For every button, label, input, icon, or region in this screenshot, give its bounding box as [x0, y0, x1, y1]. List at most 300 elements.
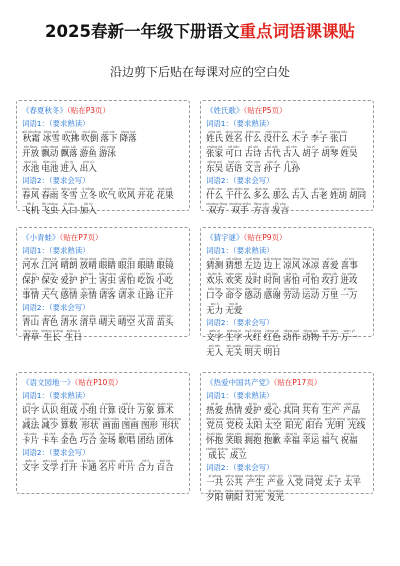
- hanzi: 让开: [156, 291, 174, 301]
- pinyin: tuán tǐ: [159, 432, 171, 436]
- vocab-word: [137, 432, 154, 446]
- vocab-word: [160, 417, 181, 431]
- hanzi: 苗头: [156, 318, 174, 328]
- hanzi: 出入: [79, 164, 97, 174]
- pinyin: wú guān: [226, 344, 242, 348]
- pinyin: yǎn jing: [100, 257, 115, 261]
- pinyin: jìn gōng: [342, 272, 356, 276]
- pinyin: qīng sè: [43, 314, 56, 318]
- hanzi: 清水: [60, 318, 78, 328]
- word-row: [206, 447, 369, 461]
- paste-page: （贴在P7页）: [59, 233, 103, 242]
- vocab-word: [225, 432, 242, 446]
- vocab-word: [206, 344, 223, 358]
- pinyin: wén zì: [209, 329, 220, 333]
- vocab-word: [245, 489, 265, 503]
- pinyin: cāi xiǎng: [226, 257, 242, 261]
- hanzi: 害怕: [118, 276, 136, 286]
- hanzi: 眼睛: [137, 261, 155, 271]
- vocab-word: [206, 272, 223, 286]
- vocab-word: [340, 272, 357, 286]
- pinyin: piāo luò: [62, 145, 76, 149]
- hanzi: 水池: [22, 164, 40, 174]
- pinyin: tài píng: [346, 474, 359, 478]
- vocab-word: [60, 272, 77, 286]
- hanzi: 朝阳: [225, 493, 243, 503]
- hanzi: 可口: [225, 149, 243, 159]
- vocab-word: [60, 459, 77, 473]
- vocab-word: [230, 447, 247, 461]
- hanzi: 减法: [22, 421, 40, 431]
- hanzi: 保安: [41, 276, 59, 286]
- pinyin: qīng cǎo: [23, 329, 38, 333]
- pinyin: liáng fēng: [283, 257, 301, 261]
- hanzi: 那么: [272, 191, 290, 201]
- vocab-word: [41, 329, 63, 343]
- card-title: [206, 105, 369, 116]
- vocab-word: [302, 287, 319, 301]
- vocab-word: [41, 314, 58, 328]
- hanzi: 发言: [271, 206, 290, 216]
- hanzi: 姓名: [225, 134, 243, 144]
- vocab-word: [206, 302, 223, 316]
- hanzi: 运动: [302, 291, 320, 301]
- vocab-word: [302, 402, 319, 416]
- pinyin: chī fàn: [140, 272, 152, 276]
- vocab-word: [244, 432, 261, 446]
- hanzi: 木子: [291, 134, 309, 144]
- vocab-word: [344, 474, 361, 488]
- vocab-word: [206, 402, 223, 416]
- vocab-word: [225, 287, 242, 301]
- card-xingshige: [200, 100, 374, 216]
- pinyin: míng piàn: [98, 459, 116, 463]
- vocab-word: [62, 130, 79, 144]
- vocab-word: [22, 257, 39, 271]
- word-row: [206, 130, 369, 144]
- vocab-word: [80, 160, 97, 174]
- hanzi: 喜爱: [321, 261, 339, 271]
- vocab-word: [226, 417, 243, 431]
- section-label: 词语2：（要求会写）: [22, 303, 90, 312]
- hanzi: 减少: [41, 421, 59, 431]
- pinyin: rù dǎng: [288, 474, 302, 478]
- vocab-word: [65, 329, 82, 343]
- hanzi: 形状: [81, 421, 99, 431]
- hanzi: 清早: [79, 318, 97, 328]
- hanzi: 福气: [321, 436, 339, 446]
- pinyin: gǔ shī: [247, 145, 259, 149]
- word-row: [22, 432, 185, 446]
- vocab-word: [286, 474, 303, 488]
- vocab-word: [283, 402, 300, 416]
- word-row: [206, 402, 369, 416]
- pinyin: tài zǐ: [329, 474, 338, 478]
- pinyin: fēi jī: [27, 202, 35, 206]
- pinyin: wú rén: [208, 344, 221, 348]
- pinyin: guāng xiàn: [347, 417, 367, 421]
- pinyin: xìng fú: [285, 432, 298, 436]
- hanzi: 怀抱: [206, 436, 224, 446]
- vocab-word: [272, 202, 289, 216]
- pinyin: dòng zuò: [283, 329, 300, 333]
- vocab-word: [80, 459, 97, 473]
- vocab-word: [80, 417, 101, 431]
- hanzi: 公共: [225, 478, 243, 488]
- vocab-word: [22, 432, 39, 446]
- hanzi: 团结: [137, 436, 155, 446]
- pinyin: qiǎo hé: [81, 432, 95, 436]
- vocab-word: [264, 257, 281, 271]
- vocab-word: [60, 402, 77, 416]
- pinyin: fāng yán: [253, 202, 269, 206]
- pinyin: kǎ piàn: [24, 432, 37, 436]
- hanzi: 卡片: [22, 436, 40, 446]
- word-row: [206, 202, 369, 216]
- pinyin: shēng zhǎng: [41, 329, 63, 333]
- vocab-word: [22, 130, 41, 144]
- hanzi: 什么: [244, 134, 262, 144]
- hanzi: 光线: [348, 421, 366, 431]
- vocab-word: [305, 474, 322, 488]
- vocab-word: [206, 145, 223, 159]
- hanzi: 合力: [137, 463, 155, 473]
- vocab-word: [80, 257, 97, 271]
- hanzi: 巧合: [79, 436, 97, 446]
- pinyin: bǎo ān: [44, 272, 56, 276]
- hanzi: 百合: [156, 463, 174, 473]
- pinyin: shén me: [207, 187, 222, 191]
- hanzi: 古代: [263, 149, 281, 159]
- pinyin: jìn rù: [64, 160, 74, 164]
- hanzi: 万里: [321, 291, 339, 301]
- pinyin: ràng lù: [139, 287, 152, 291]
- pinyin: gòng yǒu: [302, 402, 319, 406]
- pinyin: suàn shù: [61, 417, 77, 421]
- hanzi: 太空: [264, 421, 282, 431]
- card-chunxiaqiudong: [16, 100, 190, 216]
- vocab-word: [283, 287, 300, 301]
- pinyin: xìng yùn: [303, 432, 318, 436]
- vocab-word: [267, 474, 284, 488]
- pinyin: tiān qì: [44, 287, 56, 291]
- vocab-word: [41, 272, 58, 286]
- pinyin: chūn yǔ: [43, 187, 57, 191]
- hanzi: 李子: [310, 134, 328, 144]
- pinyin: qīng shuǐ: [61, 314, 77, 318]
- pinyin: kǎ tōng: [81, 459, 95, 463]
- vocab-word: [264, 344, 281, 358]
- pinyin: kāi huā: [139, 187, 153, 191]
- hanzi: 幸福: [282, 436, 301, 446]
- vocab-word: [245, 417, 262, 431]
- pinyin: rèn shí: [44, 402, 56, 406]
- pinyin: xìng hú: [332, 187, 345, 191]
- vocab-word: [244, 145, 261, 159]
- vocab-word: [156, 272, 173, 286]
- hanzi: 眼睛: [98, 261, 117, 271]
- hanzi: 金色: [60, 436, 78, 446]
- pinyin: tài kōng: [266, 417, 280, 421]
- vocab-word: [206, 187, 223, 201]
- vocab-word: [225, 329, 242, 343]
- pinyin: míng tiān: [244, 344, 262, 348]
- hanzi: 祝福: [340, 436, 358, 446]
- paste-page: （贴在P5页）: [243, 106, 287, 115]
- hanzi: 花果: [156, 191, 174, 201]
- hanzi: 算数: [60, 421, 78, 431]
- vocab-word: [206, 130, 223, 144]
- section-label: 词语1：（要求熟读）: [22, 246, 90, 255]
- pinyin: tú huà: [124, 417, 136, 421]
- vocab-word: [321, 287, 338, 301]
- vocab-word: [302, 272, 319, 286]
- vocab-word: [283, 257, 300, 271]
- pinyin: huǒ hóng: [245, 329, 261, 333]
- hanzi: 攻打: [321, 276, 339, 286]
- hanzi: 让路: [137, 291, 155, 301]
- pinyin: fā guāng: [268, 489, 284, 493]
- word-row: [206, 287, 369, 301]
- pinyin: jīn chǎng: [99, 432, 116, 436]
- vocab-word: [99, 272, 116, 286]
- hanzi: 秋霜: [22, 134, 40, 144]
- pinyin: yōng bào: [245, 432, 261, 436]
- pinyin: xiǎo zǔ: [82, 402, 95, 406]
- page-title: [0, 18, 400, 42]
- hanzi: 文字: [22, 463, 40, 473]
- vocab-word: [99, 287, 116, 301]
- hanzi: 及时: [244, 276, 262, 286]
- pinyin: jiāng hé: [43, 257, 57, 261]
- hanzi: 党员: [206, 421, 224, 431]
- vocab-word: [22, 272, 39, 286]
- pinyin: jiàng luò: [120, 130, 136, 134]
- word-row: [22, 160, 185, 174]
- pinyin: gǔ lǎo: [313, 187, 325, 191]
- hanzi: 红色: [263, 333, 281, 343]
- vocab-word: [321, 145, 338, 159]
- paste-page: （贴在P17页）: [273, 378, 322, 387]
- vocab-word: [120, 130, 137, 144]
- paste-page: （贴在P3页）: [67, 106, 111, 115]
- card-title: [22, 105, 185, 116]
- pinyin: ài xīn: [267, 402, 277, 406]
- hanzi: 灯光: [246, 493, 264, 503]
- vocab-word: [41, 202, 58, 216]
- hanzi: 图形: [140, 421, 159, 431]
- word-row: [206, 432, 369, 446]
- vocab-word: [100, 130, 117, 144]
- pinyin: gǔ dài: [266, 145, 278, 149]
- vocab-word: [283, 272, 300, 286]
- pinyin: dǎ kāi: [63, 459, 75, 463]
- pinyin: wàn shì: [323, 287, 337, 291]
- vocab-word: [99, 432, 116, 446]
- vocab-word: [41, 257, 58, 271]
- pinyin: huà miàn: [103, 417, 119, 421]
- vocab-word: [22, 417, 39, 431]
- hanzi: 打开: [60, 463, 78, 473]
- hanzi: 吹气: [98, 191, 117, 201]
- pinyin: lì dōng: [82, 187, 94, 191]
- pinyin: bǎi hé: [159, 459, 171, 463]
- card-title: [22, 232, 185, 243]
- pinyin: xiào yǎn: [226, 432, 242, 436]
- hanzi: 古老: [310, 191, 328, 201]
- pinyin: wén yán: [245, 160, 261, 164]
- hanzi: 保护: [22, 276, 40, 286]
- hanzi: 欢乐: [206, 276, 224, 286]
- hanzi: 团体: [156, 436, 174, 446]
- vocab-word: [340, 329, 357, 343]
- title-red-part: 重点词语课课贴: [239, 22, 355, 41]
- vocab-word: [244, 160, 261, 174]
- pinyin: kě kǒu: [228, 145, 240, 149]
- hanzi: 胡琴: [321, 149, 339, 159]
- hanzi: 发光: [267, 493, 285, 503]
- vocab-word: [81, 130, 98, 144]
- lesson-name: 《姓氏歌》: [206, 106, 244, 115]
- hanzi: 江河: [41, 261, 59, 271]
- vocab-word: [341, 257, 358, 271]
- pinyin: jiǎn fǎ: [25, 417, 36, 421]
- vocab-word: [22, 287, 39, 301]
- section-label: 词语1：（要求熟读）: [206, 119, 274, 128]
- pinyin: kǒu lìng: [207, 287, 222, 291]
- vocab-word: [244, 287, 261, 301]
- vocab-word: [118, 432, 135, 446]
- vocab-word: [99, 402, 116, 416]
- word-row: [22, 417, 185, 431]
- hanzi: 姓吴: [340, 149, 358, 159]
- word-row: [22, 459, 185, 473]
- hanzi: 产业: [266, 478, 285, 488]
- vocab-word: [253, 202, 270, 216]
- hanzi: 降落: [119, 134, 137, 144]
- vocab-word: [99, 314, 116, 328]
- hanzi: 动物: [302, 333, 320, 343]
- word-row: [22, 314, 185, 328]
- hanzi: 多么: [253, 191, 271, 201]
- hanzi: 胡同: [349, 191, 367, 201]
- pinyin: bǎo hù: [24, 272, 37, 276]
- lesson-name: 《语文园地一》: [22, 378, 75, 387]
- pinyin: diàn chí: [43, 160, 57, 164]
- vocab-word: [321, 402, 341, 416]
- hanzi: 太子: [324, 478, 342, 488]
- vocab-word: [80, 402, 97, 416]
- hanzi: 热情: [225, 406, 243, 416]
- hanzi: 姓胡: [329, 191, 348, 201]
- vocab-word: [225, 257, 242, 271]
- hanzi: 进攻: [340, 276, 358, 286]
- vocab-word: [156, 187, 173, 201]
- pinyin: fú qi: [326, 432, 334, 436]
- hanzi: 吹风: [118, 191, 136, 201]
- hanzi: 热爱: [206, 406, 224, 416]
- vocab-word: [306, 417, 323, 431]
- vocab-word: [22, 402, 39, 416]
- vocab-word: [118, 187, 135, 201]
- vocab-word: [43, 130, 60, 144]
- hanzi: 笑眼: [225, 436, 243, 446]
- hanzi: 青草: [22, 333, 40, 343]
- hanzi: 孙子: [263, 164, 281, 174]
- hanzi: 河水: [22, 261, 40, 271]
- hanzi: 时间: [263, 276, 281, 286]
- hanzi: 飘落: [60, 149, 78, 159]
- hanzi: 晴朗: [60, 261, 78, 271]
- hanzi: 卡通: [79, 463, 97, 473]
- pinyin: chūn fēng: [22, 187, 40, 191]
- pinyin: yùn dòng: [302, 287, 319, 291]
- hanzi: 太阳: [245, 421, 263, 431]
- pinyin: shì qing: [23, 287, 38, 291]
- pinyin: zhāo yáng: [225, 489, 243, 493]
- vocab-word: [206, 160, 223, 174]
- hanzi: 劳动: [282, 291, 301, 301]
- vocab-word: [157, 402, 174, 416]
- vocab-word: [60, 160, 77, 174]
- hanzi: 吃饭: [137, 276, 155, 286]
- pinyin: guāng míng: [324, 417, 346, 421]
- pinyin: bào qiàn: [264, 432, 280, 436]
- hanzi: 其同: [282, 406, 301, 416]
- pinyin: duō me: [255, 187, 269, 191]
- hanzi: 动作: [282, 333, 301, 343]
- pinyin: xìng shì: [208, 130, 222, 134]
- vocab-word: [141, 417, 158, 431]
- pinyin: xíng zhuàng: [79, 417, 101, 421]
- vocab-word: [264, 432, 281, 446]
- pinyin: wú lì: [210, 302, 219, 306]
- vocab-word: [330, 187, 347, 201]
- hanzi: 立冬: [79, 191, 97, 201]
- hanzi: 飞机: [22, 206, 40, 216]
- hanzi: 飘动: [41, 149, 59, 159]
- word-row: [22, 145, 185, 159]
- pinyin: ài hù: [248, 402, 258, 406]
- pinyin: hú zǐ: [306, 145, 315, 149]
- hanzi: 生长: [43, 333, 61, 343]
- vocab-word: [206, 489, 223, 503]
- vocab-word: [60, 314, 77, 328]
- hanzi: 无关: [225, 348, 243, 358]
- pinyin: bīng xuě: [44, 130, 59, 134]
- hanzi: 设计: [118, 406, 136, 416]
- hanzi: 爱护: [60, 276, 78, 286]
- hanzi: 成立: [229, 451, 247, 461]
- pinyin: qǐng qiú: [119, 287, 134, 291]
- vocab-word: [330, 130, 348, 144]
- hanzi: 事情: [22, 291, 40, 301]
- word-row: [22, 187, 185, 201]
- word-row: [206, 344, 369, 358]
- pinyin: gōng dǎ: [322, 272, 337, 276]
- vocab-word: [137, 257, 154, 271]
- hanzi: 飞虫: [41, 206, 59, 216]
- pinyin: shuāng shǒu: [229, 202, 251, 206]
- hanzi: 识字: [22, 406, 40, 416]
- pinyin: zhù fú: [343, 432, 355, 436]
- hanzi: 形状: [161, 421, 180, 431]
- pinyin: qīn qíng: [81, 287, 96, 291]
- hanzi: 万一: [340, 333, 358, 343]
- hanzi: 太平: [343, 478, 362, 488]
- pinyin: hóng sè: [265, 329, 279, 333]
- paste-page: （贴在P10页）: [74, 378, 123, 387]
